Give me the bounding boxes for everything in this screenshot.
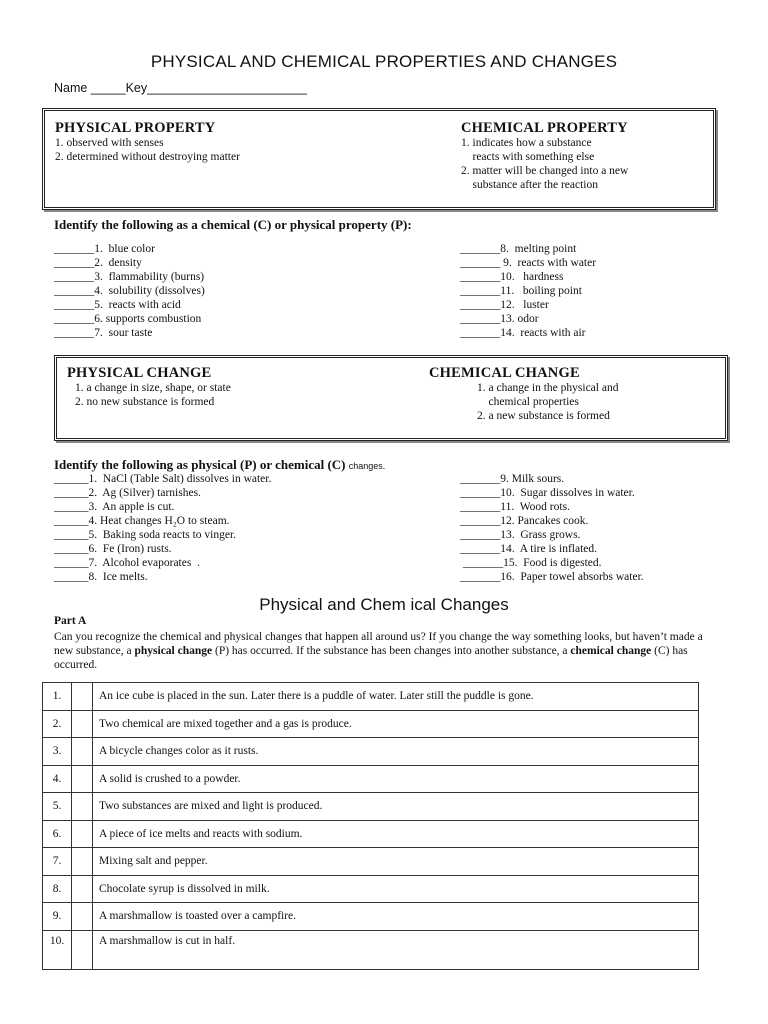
- physical-change-item: 1. a change in size, shape, or state: [75, 382, 231, 394]
- change-item[interactable]: ______5. Baking soda reacts to vinger.: [54, 529, 237, 541]
- intro-text: (C) has occurred.: [54, 645, 688, 671]
- row-number: 2.: [43, 710, 72, 738]
- table-row: [43, 710, 699, 738]
- answer-cell[interactable]: [72, 710, 93, 738]
- row-number: 6.: [43, 820, 72, 848]
- property-item[interactable]: _______4. solubility (dissolves): [54, 285, 205, 297]
- change-item[interactable]: _______15. Food is digested.: [460, 557, 602, 569]
- row-text: A solid is crushed to a powder.: [93, 765, 699, 793]
- row-number: 1.: [43, 683, 72, 711]
- table-row: [43, 793, 699, 821]
- physical-change-column: [67, 366, 231, 409]
- change-item[interactable]: _______10. Sugar dissolves in water.: [460, 487, 635, 499]
- property-item[interactable]: _______6. supports combustion: [54, 313, 202, 325]
- chemical-change-item: 1. a change in the physical and: [477, 382, 619, 394]
- answer-cell[interactable]: [72, 930, 93, 969]
- chemical-property-column: [461, 121, 628, 192]
- chemical-property-item: substance after the reaction: [461, 179, 598, 191]
- row-number: 9.: [43, 903, 72, 931]
- physical-change-heading: PHYSICAL CHANGE: [67, 365, 212, 381]
- change-list-right: [460, 472, 644, 584]
- physical-property-item: 2. determined without destroying matter: [55, 151, 240, 163]
- row-number: 5.: [43, 793, 72, 821]
- table-row: [43, 930, 699, 969]
- identify-changes-heading-text: Identify the following as physical (P) or chemical (C): [54, 457, 346, 472]
- changes-definition-box: [54, 355, 728, 441]
- change-item[interactable]: ______7. Alcohol evaporates .: [54, 557, 200, 569]
- properties-definition-box: [42, 108, 716, 210]
- identify-changes-heading-suffix: changes.: [348, 461, 386, 471]
- physical-property-heading: PHYSICAL PROPERTY: [55, 120, 216, 136]
- answer-cell[interactable]: [72, 683, 93, 711]
- property-item[interactable]: _______14. reacts with air: [460, 327, 586, 339]
- table-row: [43, 848, 699, 876]
- chemical-property-item: reacts with something else: [461, 151, 595, 163]
- change-item[interactable]: ______3. An apple is cut.: [54, 501, 175, 513]
- property-list-left: [54, 242, 205, 340]
- chemical-change-item: 2. a new substance is formed: [477, 410, 610, 422]
- property-item[interactable]: _______12. luster: [460, 299, 549, 311]
- change-item[interactable]: _______16. Paper towel absorbs water.: [460, 571, 644, 583]
- identify-changes-heading: [54, 457, 385, 473]
- row-number: 7.: [43, 848, 72, 876]
- change-item[interactable]: _______14. A tire is inflated.: [460, 543, 598, 555]
- property-item[interactable]: _______11. boiling point: [460, 285, 582, 297]
- chemical-change-item: chemical properties: [477, 396, 579, 408]
- intro-bold-term: physical change: [134, 645, 213, 657]
- intro-text: Can you recognize the chemical and physical changes that happen all around us? If you change the way something looks, but haven’t made a new substance, a: [54, 631, 703, 657]
- row-number: 8.: [43, 875, 72, 903]
- property-item[interactable]: _______13. odor: [460, 313, 539, 325]
- intro-paragraph: [54, 630, 714, 672]
- change-item[interactable]: _______9. Milk sours.: [460, 473, 565, 485]
- property-list-right: [460, 242, 596, 340]
- property-item[interactable]: _______3. flammability (burns): [54, 271, 205, 283]
- row-text: Two chemical are mixed together and a gas is produce.: [93, 710, 699, 738]
- table-row: [43, 683, 699, 711]
- property-item[interactable]: _______2. density: [54, 257, 142, 269]
- answer-cell[interactable]: [72, 738, 93, 766]
- change-list-left: [54, 472, 271, 584]
- table-row: [43, 875, 699, 903]
- answer-cell[interactable]: [72, 820, 93, 848]
- table-row: [43, 820, 699, 848]
- name-line[interactable]: Name _____Key_______________________: [54, 81, 308, 95]
- row-text: A marshmallow is toasted over a campfire.: [93, 903, 699, 931]
- row-text: An ice cube is placed in the sun. Later there is a puddle of water. Later still the puddle is gone.: [93, 683, 699, 711]
- row-number: 10.: [43, 930, 72, 969]
- row-text: A piece of ice melts and reacts with sodium.: [93, 820, 699, 848]
- identify-properties-heading: Identify the following as a chemical (C) or physical property (P):: [54, 217, 412, 232]
- change-item[interactable]: ______8. Ice melts.: [54, 571, 148, 583]
- physical-property-item: 1. observed with senses: [55, 137, 164, 149]
- chemical-property-item: 1. indicates how a substance: [461, 137, 592, 149]
- property-item[interactable]: _______8. melting point: [460, 243, 577, 255]
- row-text: Chocolate syrup is dissolved in milk.: [93, 875, 699, 903]
- answer-cell[interactable]: [72, 875, 93, 903]
- change-item[interactable]: ______6. Fe (Iron) rusts.: [54, 543, 172, 555]
- chemical-property-heading: CHEMICAL PROPERTY: [461, 120, 628, 136]
- physical-change-item: 2. no new substance is formed: [75, 396, 215, 408]
- chemical-change-heading: CHEMICAL CHANGE: [429, 365, 580, 381]
- property-item[interactable]: _______5. reacts with acid: [54, 299, 181, 311]
- change-item[interactable]: _______12. Pancakes cook.: [460, 515, 589, 527]
- physical-property-column: [55, 121, 240, 164]
- property-item[interactable]: _______ 9. reacts with water: [460, 257, 597, 269]
- row-text: Mixing salt and pepper.: [93, 848, 699, 876]
- chemical-property-item: 2. matter will be changed into a new: [461, 165, 629, 177]
- property-item[interactable]: _______7. sour taste: [54, 327, 153, 339]
- section-title: Physical and Chem ical Changes: [259, 595, 509, 614]
- change-item[interactable]: _______13. Grass grows.: [460, 529, 581, 541]
- part-label: Part A: [54, 615, 87, 627]
- property-item[interactable]: _______1. blue color: [54, 243, 155, 255]
- row-number: 4.: [43, 765, 72, 793]
- answer-cell[interactable]: [72, 848, 93, 876]
- intro-bold-term: chemical change: [570, 645, 652, 657]
- answer-cell[interactable]: [72, 765, 93, 793]
- row-text: A bicycle changes color as it rusts.: [93, 738, 699, 766]
- property-item[interactable]: _______10. hardness: [460, 271, 564, 283]
- change-item[interactable]: _______11. Wood rots.: [460, 501, 570, 513]
- table-row: [43, 738, 699, 766]
- intro-text: (P) has occurred. If the substance has been changes into another substance, a: [212, 645, 571, 657]
- table-row: [43, 765, 699, 793]
- change-item[interactable]: ______2. Ag (Silver) tarnishes.: [54, 487, 201, 499]
- change-item[interactable]: ______4. Heat changes H₂O to steam.: [54, 515, 230, 527]
- chemical-change-column: [429, 366, 618, 423]
- table-row: [43, 903, 699, 931]
- page-title: PHYSICAL AND CHEMICAL PROPERTIES AND CHANGES: [150, 52, 618, 71]
- row-text: Two substances are mixed and light is produced.: [93, 793, 699, 821]
- row-text: A marshmallow is cut in half.: [93, 930, 699, 969]
- change-item[interactable]: ______1. NaCl (Table Salt) dissolves in water.: [54, 473, 272, 485]
- changes-table: [42, 682, 699, 970]
- answer-cell[interactable]: [72, 903, 93, 931]
- row-number: 3.: [43, 738, 72, 766]
- answer-cell[interactable]: [72, 793, 93, 821]
